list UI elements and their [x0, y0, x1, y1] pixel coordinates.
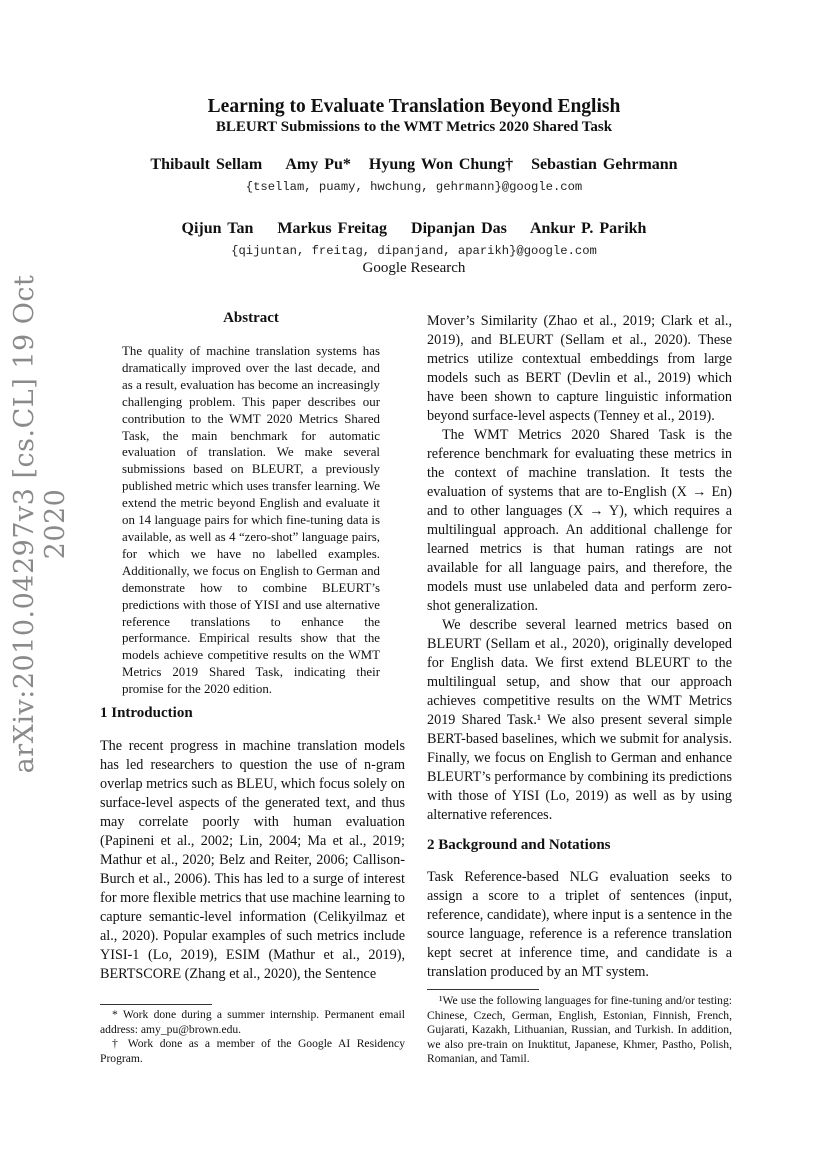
right-paragraph-1: Mover’s Similarity (Zhao et al., 2019; Clark et al., 2019), and BLEURT (Sellam et al., 2020). These metrics utilize contextual embeddings from large models such as BERT (Devlin et al., 2019) which have been shown to capture linguistic information beyond surface-level aspects (Tenney et al., 2019). [427, 313, 732, 424]
abstract-heading: Abstract [223, 310, 279, 326]
affiliation: Google Research [362, 260, 466, 276]
abstract-text: The quality of machine translation systems has dramatically improved over the last decade, and as a result, evaluation has become an increasingly challenging problem. This paper describes our contribution to the WMT 2020 Metrics Shared Task, the main benchmark for automatic evaluation of translation. We make several submissions based on BLEURT, a previously published metric which uses transfer learning. We extend the metric beyond English and evaluate it on 14 language pairs for which fine-tuning data is available, as well as 4 “zero-shot” language pairs, for which we have no labelled examples. Additionally, we focus on English to German and demonstrate how to combine BLEURT’s predictions with those of YISI and use alternative reference translations to enhance the performance. Empirical results show that the models achieve competitive results on the WMT Metrics 2019 Shared Task, indicating their promise for the 2020 edition. [122, 344, 380, 697]
footnote-rule-left [100, 1004, 212, 1005]
right-paragraph-2: The WMT Metrics 2020 Shared Task is the reference benchmark for evaluating these metrics in the context of machine translation. It tests the evaluation of systems that are to-English (X → En) and to other languages (X → Y), which requires a multilingual approach. An additional challenge for learned metrics is that human ratings are not available for all language pairs, and therefore, the models must use unlabeled data and perform zero-shot generalization. [427, 427, 732, 614]
section-2-heading: 2 Background and Notations [427, 837, 611, 853]
paper-subtitle [0, 119, 828, 136]
right-column [427, 312, 732, 825]
section-1-heading: 1 Introduction [100, 705, 193, 721]
section-1-paragraph [100, 737, 405, 984]
emails-line-2: {qijuntan, freitag, dipanjand, aparikh}@google.com [231, 244, 597, 258]
footnote-dagger: † Work done as a member of the Google AI Residency Program. [100, 1037, 405, 1065]
emails-line-1: {tsellam, puamy, hwchung, gehrmann}@google.com [245, 180, 583, 194]
paper-title: Learning to Evaluate Translation Beyond English [207, 96, 621, 117]
authors-line-1: Thibault Sellam Amy Pu* Hyung Won Chung† Sebastian Gehrmann [150, 156, 678, 173]
authors-line-2: Qijun Tan Markus Freitag Dipanjan Das Ankur P. Parikh [181, 220, 647, 237]
subtitle-rest: Submissions to the WMT Metrics 2020 Shared Task [277, 119, 613, 135]
section-2-paragraph [427, 868, 732, 982]
section-2-text: Task Reference-based NLG evaluation seeks to assign a score to a triplet of sentences (input, reference, candidate), where input is a sentence in the source language, reference is a reference translation kept secret at inference time, and candidate is a translation produced by an MT system. [427, 869, 732, 980]
footnote-1: ¹We use the following languages for fine-tuning and/or testing: Chinese, Czech, German, English, Estonian, Finnish, French, Gujarati, Kazakh, Lithuanian, Russian, and Turkish. In addition, we also pre-train on Inuktitut, Japanese, Khmer, Pastho, Polish, Romanian, and Tamil. [427, 994, 732, 1066]
bleurt-name: BLEURT [215, 119, 278, 135]
section-1-text: The recent progress in machine translation models has led researchers to question the use of n-gram overlap metrics such as BLEU, which focus solely on surface-level aspects of the generated text, and thus may correlate poorly with human evaluation (Papineni et al., 2002; Lin, 2004; Ma et al., 2019; Mathur et al., 2020; Belz and Reiter, 2006; Callison-Burch et al., 2006). This has led to a surge of interest for more flexible metrics that use machine learning to capture semantic-level information (Celikyilmaz et al., 2020). Popular examples of such metrics include YISI-1 (Lo, 2019), ESIM (Mathur et al., 2019), BERTSCORE (Zhang et al., 2020), the Sentence [100, 738, 405, 982]
footnote-star: * Work done during a summer internship. Permanent email address: amy_pu@brown.edu. [100, 1008, 405, 1036]
arxiv-stamp: arXiv:2010.04297v3 [cs.CL] 19 Oct 2020 [9, 274, 71, 774]
right-paragraph-3: We describe several learned metrics based on BLEURT (Sellam et al., 2020), originally developed for English data. We first extend BLEURT to the multilingual setup, and show that our approach achieves competitive results on the WMT Metrics 2019 Shared Task.¹ We also present several simple BERT-based baselines, which we submit for analysis. Finally, we focus on English to German and enhance BLEURT’s performance by combining its predictions with those of YISI (Lo, 2019) as well as by using alternative references. [427, 617, 732, 823]
footnote-rule-right [427, 989, 539, 990]
